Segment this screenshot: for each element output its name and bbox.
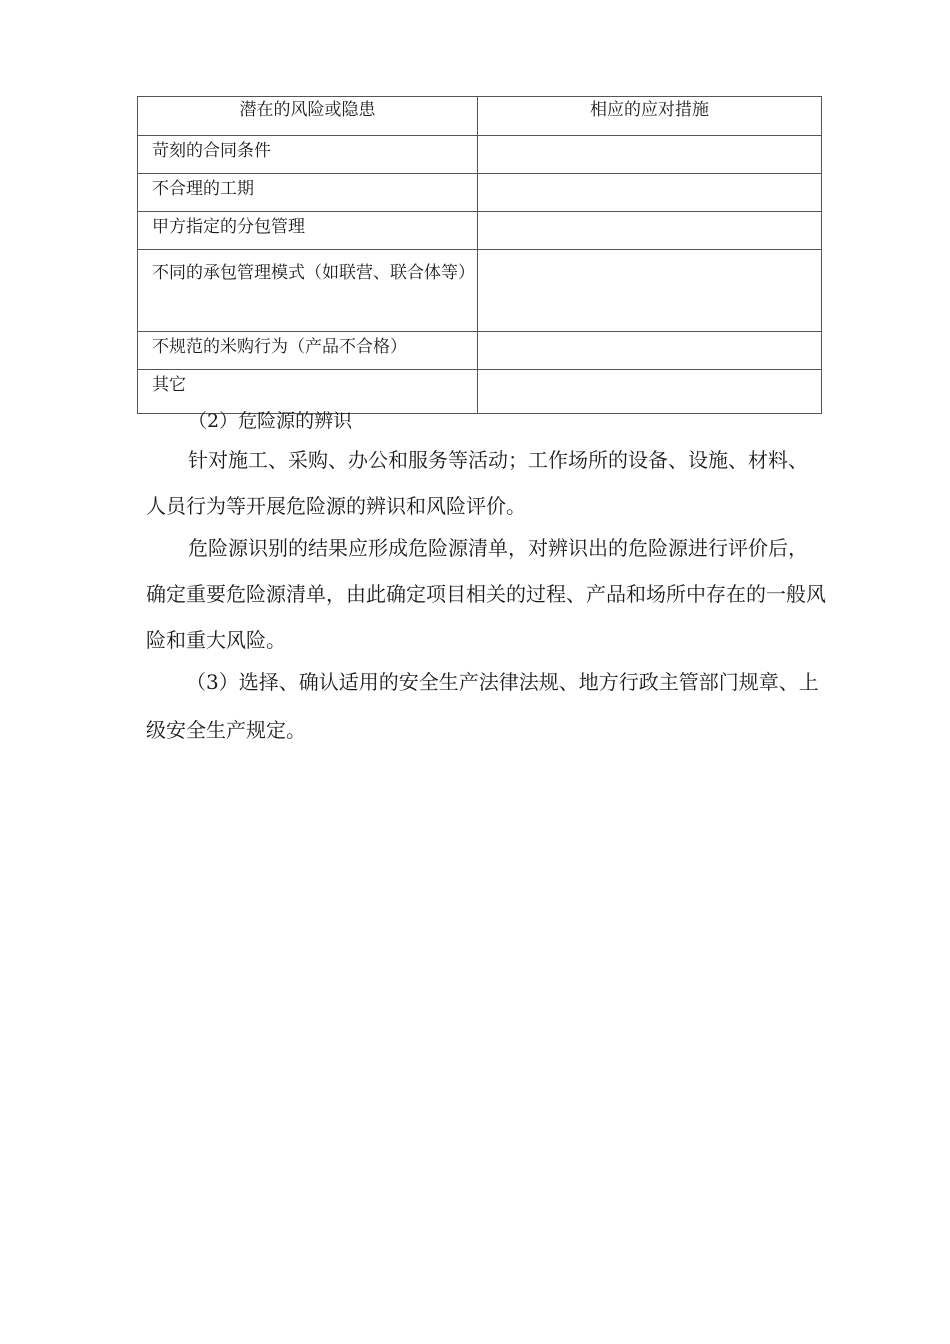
paragraph-laws-regulations: （3）选择、确认适用的安全生产法律法规、地方行政主管部门规章、上级安全生产规定。	[146, 670, 819, 742]
measure-cell	[478, 250, 822, 332]
risk-cell: 不同的承包管理模式（如联营、联合体等）	[138, 250, 478, 332]
paragraph-hazard-activities: 针对施工、采购、办公和服务等活动；工作场所的设备、设施、材料、人员行为等开展危险源的辨识和风险评价。	[146, 448, 808, 518]
measure-cell	[478, 370, 822, 414]
risk-cell: 其它	[138, 370, 478, 414]
measure-cell	[478, 212, 822, 250]
table-row	[138, 212, 822, 250]
table-header-risk: 潜在的风险或隐患	[138, 97, 478, 136]
risk-table	[137, 96, 822, 414]
measure-cell	[478, 136, 822, 174]
risk-cell: 不规范的米购行为（产品不合格）	[138, 332, 478, 370]
section-heading-hazard-identification: （2）危险源的辨识	[188, 410, 353, 432]
table-row	[138, 136, 822, 174]
risk-cell: 不合理的工期	[138, 174, 478, 212]
table-row	[138, 174, 822, 212]
risk-cell: 苛刻的合同条件	[138, 136, 478, 174]
table-header-measure: 相应的应对措施	[478, 97, 822, 136]
paragraph-hazard-list: 危险源识别的结果应形成危险源清单，对辨识出的危险源进行评价后，确定重要危险源清单，由此确定项目相关的过程、产品和场所中存在的一般风险和重大风险。	[146, 536, 826, 652]
risk-cell: 甲方指定的分包管理	[138, 212, 478, 250]
measure-cell	[478, 174, 822, 212]
table-row	[138, 332, 822, 370]
table-header-row	[138, 97, 822, 136]
measure-cell	[478, 332, 822, 370]
table-row	[138, 250, 822, 332]
